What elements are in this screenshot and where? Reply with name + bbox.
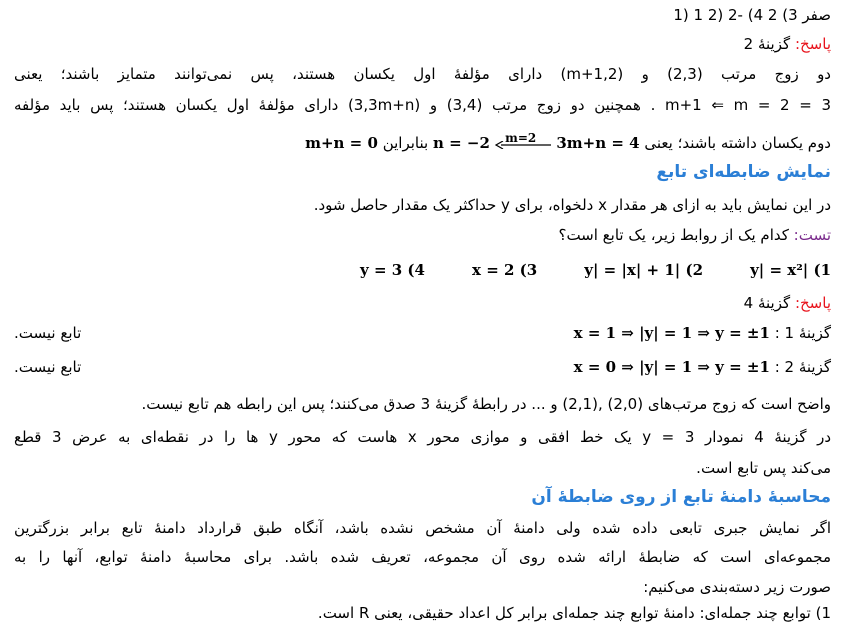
- test-option-2: 2) |y| = |x| + 1: [584, 261, 703, 279]
- para4-line3: صورت زیر دسته‌بندی می‌کنیم:: [643, 578, 831, 596]
- arrow-label: m=2: [505, 131, 537, 145]
- answer-1: [14, 33, 831, 55]
- heading-function-formula: نمایش ضابطه‌ای تابع: [656, 162, 831, 182]
- para1-line3-text2: بنابراین: [382, 134, 429, 152]
- reason-1-block: [491, 322, 831, 344]
- answer-1-label: پاسخ:: [794, 35, 831, 53]
- test-option-1: 1) |y| = x²: [750, 261, 831, 279]
- para1-line3-text: دوم یکسان داشته باشند؛ یعنی: [644, 134, 831, 152]
- reason-2-math: x = 0 ⇒ |y| = 1 ⇒ y = ±1: [573, 358, 770, 376]
- para4-line1: اگر نمایش جبری تابعی داده شده ولی دامنهٔ آن مشخص نشده باشد، آنگاه طبق قرارداد دامنهٔ تابع برابر بزرگترین: [14, 519, 831, 537]
- reason-1-verdict: تابع نیست.: [14, 324, 82, 342]
- para4-line2: مجموعه‌ای است که ضابطهٔ ارائه شده روی آن مجموعه، تعریف شده باشد. برای محاسبهٔ دامنهٔ توابع، آنها را به: [14, 548, 831, 566]
- reason-2-block: [491, 356, 831, 378]
- definition-line: در این نمایش باید به ازای هر مقدار x دلخواه، برای y حداکثر یک مقدار حاصل شود.: [313, 196, 831, 214]
- para1-line1: دو زوج مرتب (2,3) و (2,m+1) دارای مؤلفهٔ اول یکسان هستند، پس نمی‌توانند متمایز باشند؛ یعنی: [14, 65, 831, 83]
- equation-n: n = −2: [432, 134, 490, 152]
- para1-line3-equation: [433, 132, 640, 154]
- reason-option-1: [14, 322, 831, 344]
- implication-arrow: [495, 131, 551, 153]
- answer-1-text: گزینهٔ 2: [743, 35, 791, 53]
- test-option-3: 3) x = 2: [472, 261, 538, 279]
- test-options: [360, 259, 831, 281]
- equation-sum: m+n = 0: [305, 134, 378, 152]
- reason-option-2: [14, 356, 831, 378]
- top-options-text: 1) 1 2) صفر 3) 2 4) -2: [673, 6, 831, 24]
- reason-2-verdict: تابع نیست.: [14, 358, 82, 376]
- reason-1-math: x = 1 ⇒ |y| = 1 ⇒ y = ±1: [573, 324, 770, 342]
- para3-line2: می‌کند پس تابع است.: [696, 459, 831, 477]
- heading-domain: محاسبهٔ دامنهٔ تابع از روی ضابطهٔ آن: [531, 487, 831, 507]
- para3-line1: در گزینهٔ 4 نمودار y = 3 یک خط افقی و موازی محور x هاست که محور y ها را در نقطه‌ای به عرض 3 قطع: [14, 428, 831, 446]
- test-label: تست:: [793, 226, 831, 244]
- para2: واضح است که زوج مرتب‌های (2,0) ,(2,1) و ... در رابطهٔ گزینهٔ 3 صدق می‌کنند؛ پس این رابطه هم تابع نیست.: [141, 395, 831, 413]
- test-question-text: کدام یک از روابط زیر، یک تابع است؟: [558, 226, 789, 244]
- para1-line3: [14, 132, 831, 154]
- equation-3m-n: 3m+n = 4: [556, 134, 640, 152]
- answer-2: [14, 292, 831, 314]
- top-options: [14, 4, 831, 26]
- para1-line2: 3 = m+1 ⇐ m = 2 . همچنین دو زوج مرتب (3,4) و (3,3m+n) دارای مؤلفهٔ اول یکسان هستند؛ پس باید مؤلفه: [14, 96, 832, 114]
- answer-2-label: پاسخ:: [794, 294, 831, 312]
- test-option-4: 4) y = 3: [360, 261, 425, 279]
- reason-1-label: گزینهٔ 1 :: [774, 324, 831, 342]
- reason-2-label: گزینهٔ 2 :: [774, 358, 831, 376]
- answer-2-text: گزینهٔ 4: [743, 294, 791, 312]
- test-question: [14, 224, 831, 246]
- item-1-polynomial: 1) توابع چند جمله‌ای: دامنهٔ توابع چند جمله‌ای برابر کل اعداد حقیقی، یعنی R است.: [317, 604, 831, 622]
